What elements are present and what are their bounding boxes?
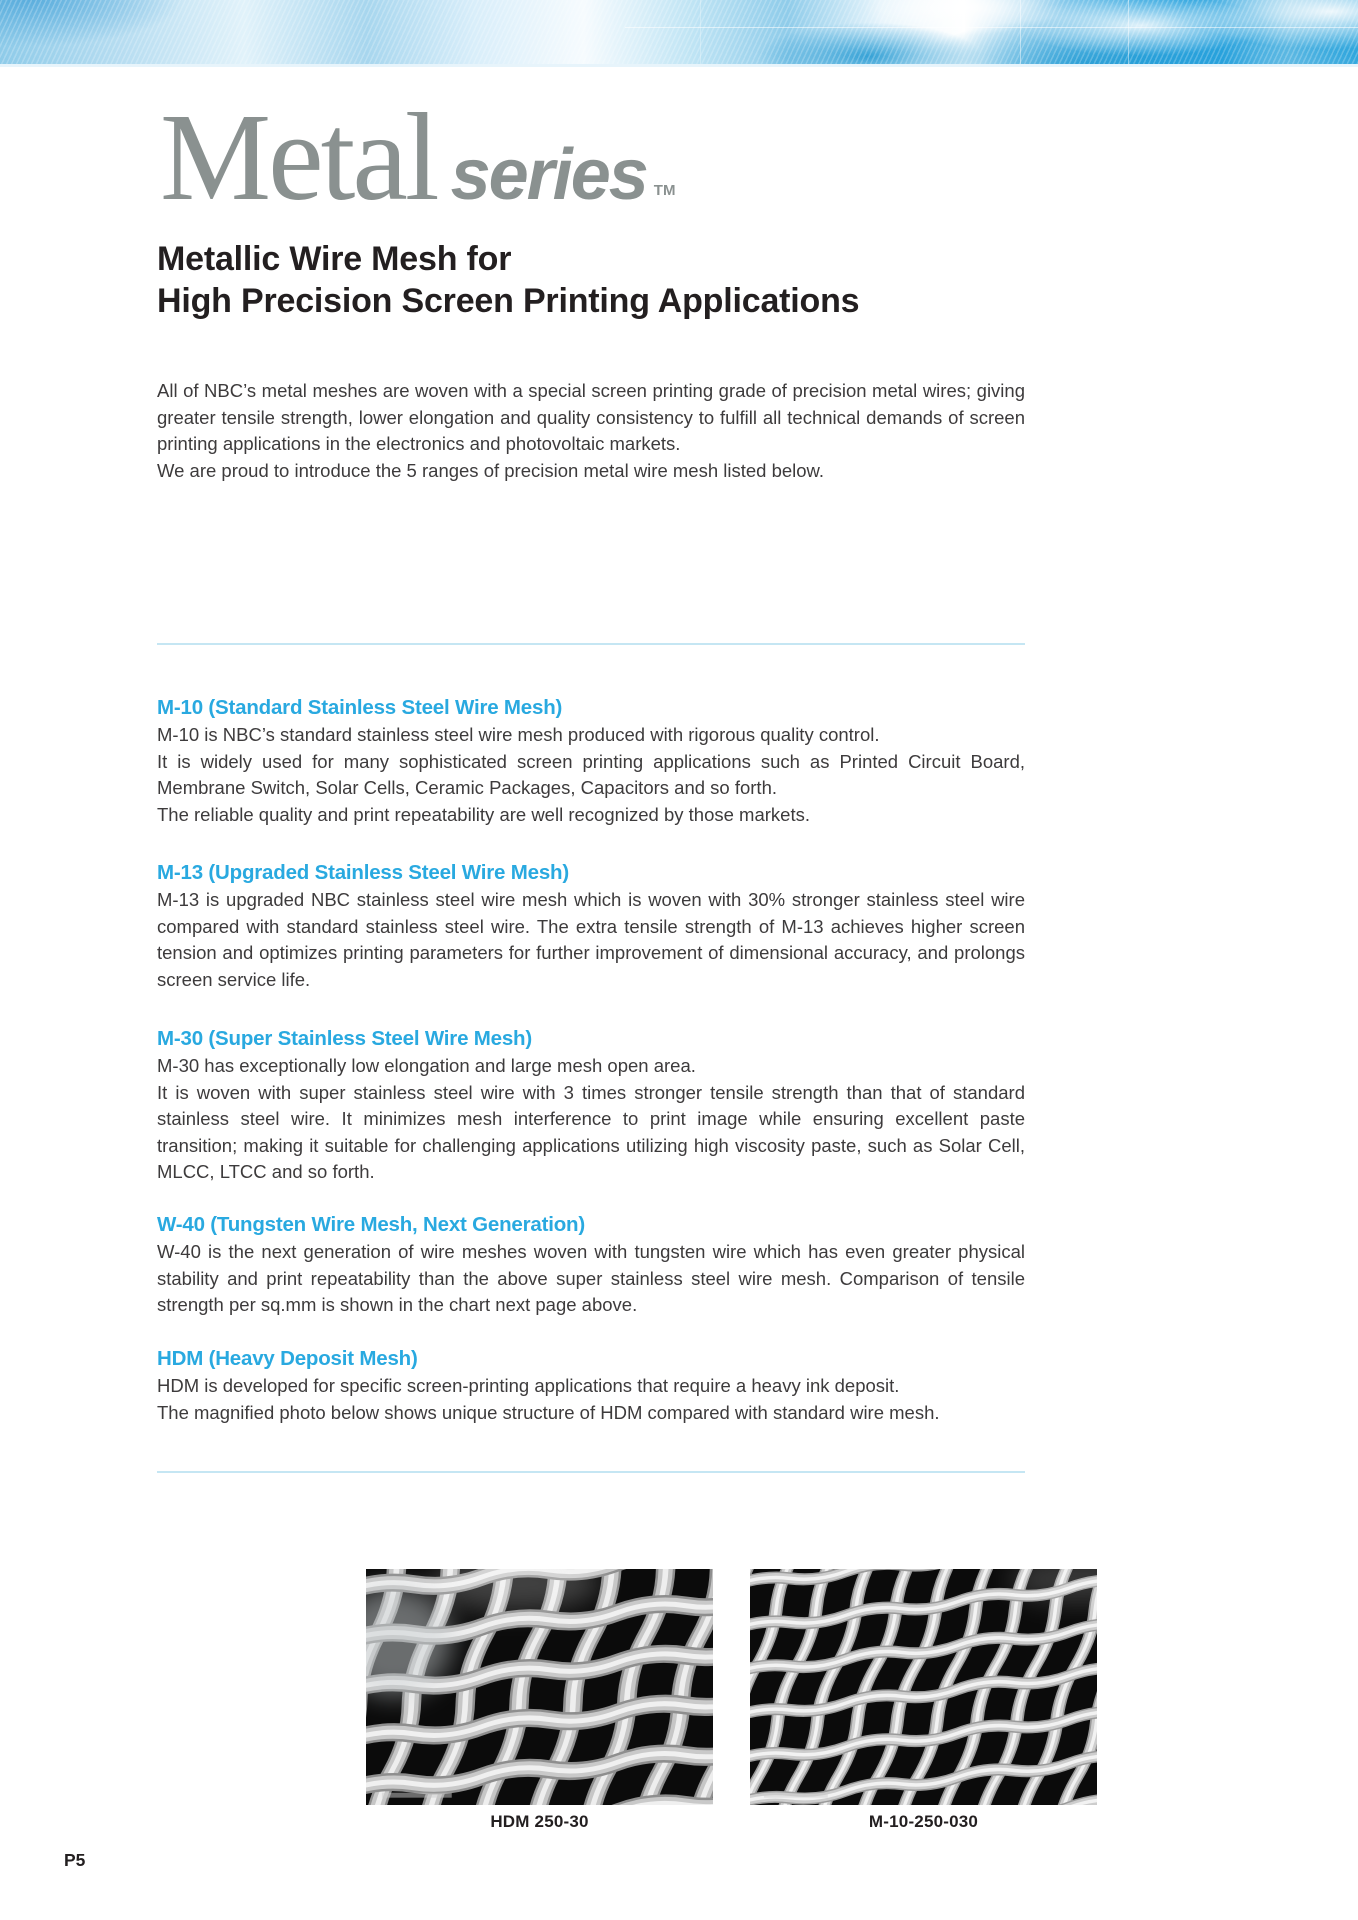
metal-series-logo [160, 89, 676, 227]
section-heading: M-10 (Standard Stainless Steel Wire Mesh) [157, 696, 563, 719]
trademark-symbol: TM [653, 182, 676, 199]
section-paragraph: HDM is developed for specific screen-printing applications that require a heavy ink deposit. [157, 1375, 900, 1396]
banner-hairline-vertical [700, 0, 701, 64]
header-banner-image [0, 0, 1358, 67]
section-paragraph: The reliable quality and print repeatability are well recognized by those markets. [157, 803, 810, 825]
section-heading: W-40 (Tungsten Wire Mesh, Next Generation) [157, 1213, 586, 1236]
section-divider [157, 643, 1025, 645]
banner-hairline-vertical [1020, 0, 1021, 64]
m10-mesh-photo [750, 1569, 1097, 1805]
section-hdm [157, 1346, 1025, 1426]
page-title-line2: High Precision Screen Printing Applications [157, 282, 860, 320]
section-paragraph: M-10 is NBC’s standard stainless steel wire mesh produced with rigorous quality control. [157, 724, 880, 745]
section-w40 [157, 1212, 1025, 1319]
intro-paragraphs [157, 378, 1025, 484]
page-number: P5 [64, 1850, 86, 1870]
section-paragraph: The magnified photo below shows unique structure of HDM compared with standard wire mesh. [157, 1401, 940, 1423]
section-heading: HDM (Heavy Deposit Mesh) [157, 1347, 418, 1370]
figure-m10-mesh [750, 1569, 1097, 1832]
intro-paragraph: All of NBC’s metal meshes are woven with a special screen printing grade of precision metal wires; giving greater tensile strength, lower elongation and quality consistency to fulfill all technical demands of screen printing applications in the electronics and photovoltaic markets. [157, 380, 1025, 455]
figure-hdm-mesh [366, 1569, 713, 1832]
intro-paragraph: We are proud to introduce the 5 ranges of precision metal wire mesh listed below. [157, 459, 825, 481]
banner-hairline-vertical [1128, 0, 1129, 64]
page-title-line1: Metallic Wire Mesh for [157, 240, 512, 278]
section-heading: M-30 (Super Stainless Steel Wire Mesh) [157, 1027, 532, 1050]
logo-series-text: series [450, 135, 647, 215]
section-m30 [157, 1026, 1025, 1186]
hdm-mesh-photo [366, 1569, 713, 1805]
logo-word: Metal [160, 89, 437, 227]
figure-caption: HDM 250-30 [490, 1812, 589, 1831]
section-paragraph: M-13 is upgraded NBC stainless steel wire mesh which is woven with 30% stronger stainless steel wire compared with standard stainless steel wire. The extra tensile strength of M-13 achieves higher screen tension and optimizes printing parameters for further improvement of dimensional accuracy, and prolongs screen service life. [157, 889, 1025, 990]
section-heading: M-13 (Upgraded Stainless Steel Wire Mesh) [157, 861, 569, 884]
section-paragraph: W-40 is the next generation of wire meshes woven with tungsten wire which has even greater physical stability and print repeatability than the above super stainless steel wire mesh. Comparison of tensile strength per sq.mm is shown in the chart next page above. [157, 1241, 1025, 1316]
section-m10 [157, 695, 1025, 828]
section-m13 [157, 860, 1025, 993]
section-paragraph: It is widely used for many sophisticated screen printing applications such as Printed Circuit Board, Membrane Switch, Solar Cells, Ceramic Packages, Capacitors and so forth. [157, 750, 1025, 799]
figure-caption: M-10-250-030 [868, 1812, 979, 1831]
banner-hairline-horizontal [625, 27, 1358, 28]
section-paragraph: It is woven with super stainless steel wire with 3 times stronger tensile strength than that of standard stainless steel wire. It minimizes mesh interference to print image while ensuring excellent paste transition; making it suitable for challenging applications utilizing high viscosity paste, such as Solar Cell, MLCC, LTCC and so forth. [157, 1081, 1025, 1183]
section-paragraph: M-30 has exceptionally low elongation and large mesh open area. [157, 1055, 696, 1076]
page-title [157, 238, 1157, 322]
section-divider [157, 1471, 1025, 1473]
